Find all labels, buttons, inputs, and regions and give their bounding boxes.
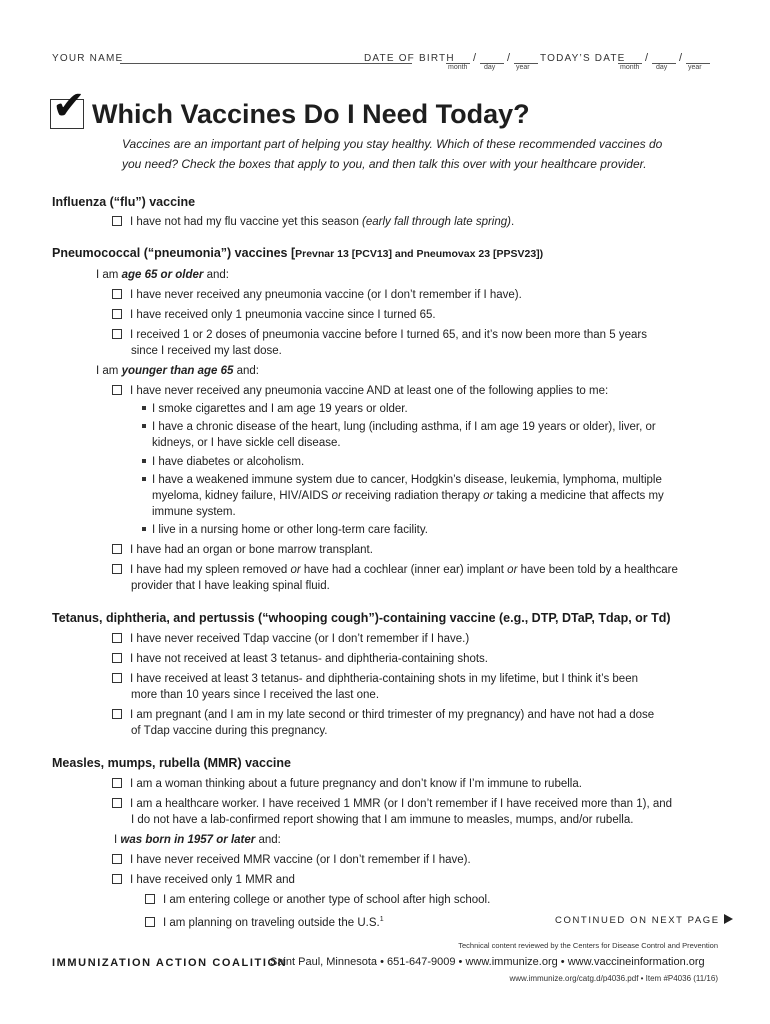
dob-day-label: day: [484, 64, 496, 71]
mmr-item-3[interactable]: I have never received MMR vaccine (or I don’t remember if I have).: [112, 852, 471, 868]
checkbox-icon[interactable]: [145, 894, 155, 904]
pneumo-bullet-4-cont-2: immune system.: [152, 506, 236, 518]
pneumo-younger-item-3-cont: provider that I have leaking spinal fluid.: [131, 580, 330, 592]
pneumo-bullet-4: I have a weakened immune system due to cancer, Hodgkin’s disease, leukemia, lymphoma, multiple: [142, 472, 662, 488]
bullet-icon: [142, 477, 146, 481]
pneumo-younger-label: I am younger than age 65 and:: [96, 365, 259, 377]
checkbox-icon[interactable]: [112, 798, 122, 808]
checkbox-icon[interactable]: [112, 709, 122, 719]
today-day-label: day: [656, 64, 668, 71]
pneumo-older-item-3-cont: since I received my last dose.: [131, 345, 282, 357]
pneumo-younger-item-2[interactable]: I have had an organ or bone marrow transplant.: [112, 542, 373, 558]
pneumo-older-item-3[interactable]: I received 1 or 2 doses of pneumonia vaccine before I turned 65, and it’s now been more than 5 years: [112, 327, 647, 343]
tdap-item-4[interactable]: I am pregnant (and I am in my late second or third trimester of my pregnancy) and have not had a dose: [112, 707, 654, 723]
checkbox-icon[interactable]: [112, 633, 122, 643]
bullet-icon: [142, 406, 146, 410]
dob-month-label: month: [448, 64, 468, 71]
checkbox-icon[interactable]: [112, 778, 122, 788]
flu-item[interactable]: I have not had my flu vaccine yet this season (early fall through late spring).: [112, 214, 514, 230]
checkbox-icon[interactable]: [112, 216, 122, 226]
item-number: www.immunize.org/catg.d/p4036.pdf • Item #P4036 (11/16): [509, 974, 718, 983]
mmr-born-label: I was born in 1957 or later and:: [114, 834, 281, 846]
checkbox-icon[interactable]: [112, 289, 122, 299]
checkbox-icon[interactable]: [112, 854, 122, 864]
flu-heading: Influenza (“flu”) vaccine: [52, 195, 196, 209]
checkbox-icon[interactable]: [112, 874, 122, 884]
mmr-item-2-cont: I do not have a lab-confirmed report showing that I am immune to measles, mumps, and/or rubella.: [131, 814, 634, 826]
bullet-icon: [142, 424, 146, 428]
mmr-item-4[interactable]: I have received only 1 MMR and: [112, 872, 295, 888]
checkbox-icon[interactable]: [112, 653, 122, 663]
bullet-icon: [142, 459, 146, 463]
mmr-heading: Measles, mumps, rubella (MMR) vaccine: [52, 756, 291, 770]
org-address: Saint Paul, Minnesota • 651-647-9009 • www.immunize.org • www.vaccineinformation.org: [270, 956, 705, 968]
date-of-birth-label: DATE OF BIRTH: [364, 53, 455, 64]
checkbox-icon[interactable]: [112, 544, 122, 554]
pneumo-bullet-5: I live in a nursing home or other long-term care facility.: [142, 522, 428, 538]
pneumo-heading: Pneumococcal (“pneumonia”) vaccines [Prevnar 13 [PCV13] and Pneumovax 23 [PPSV23]): [52, 246, 544, 260]
tdap-item-3[interactable]: I have received at least 3 tetanus- and diphtheria-containing shots in my lifetime, but I think it’s been: [112, 671, 638, 687]
page-title: Which Vaccines Do I Need Today?: [92, 98, 530, 129]
mmr-item-6[interactable]: I am planning on traveling outside the U.S.$^1$: [145, 912, 384, 931]
pneumo-bullet-3: I have diabetes or alcoholism.: [142, 454, 304, 470]
tdap-item-1[interactable]: I have never received Tdap vaccine (or I don’t remember if I have.): [112, 631, 469, 647]
todays-date-label: TODAY’S DATE: [540, 53, 626, 64]
pneumo-older-label: I am age 65 or older and:: [96, 269, 229, 281]
pneumo-bullet-2: I have a chronic disease of the heart, lung (including asthma, if I am age 19 years or older), liver, or: [142, 419, 656, 435]
title-row: [50, 83, 530, 134]
arrow-right-icon: [724, 914, 733, 924]
tdap-item-2[interactable]: I have not received at least 3 tetanus- and diphtheria-containing shots.: [112, 651, 488, 667]
mmr-item-5[interactable]: I am entering college or another type of school after high school.: [145, 892, 490, 908]
continued-note: CONTINUED ON NEXT PAGE: [555, 914, 733, 926]
header-fields: YOUR NAME DATE OF BIRTH / / month day year TODAY’S DATE / / month day year: [52, 53, 712, 75]
pneumo-bullet-4-cont: myeloma, kidney failure, HIV/AIDS or receiving radiation therapy or taking a medicine that affects my: [152, 490, 664, 502]
org-name: IMMUNIZATION ACTION COALITION: [52, 957, 288, 969]
tdap-heading: Tetanus, diphtheria, and pertussis (“whooping cough”)-containing vaccine (e.g., DTP, DTaP, Tdap, or Td): [52, 611, 671, 625]
review-note: Technical content reviewed by the Centers for Disease Control and Prevention: [458, 941, 718, 950]
dob-year-label: year: [516, 64, 530, 71]
pneumo-younger-item-1[interactable]: I have never received any pneumonia vaccine AND at least one of the following applies to me:: [112, 383, 608, 399]
tdap-item-3-cont: more than 10 years since I received the last one.: [131, 689, 380, 701]
checkmark-icon: ✔: [52, 83, 86, 129]
pneumo-older-item-1[interactable]: I have never received any pneumonia vaccine (or I don’t remember if I have).: [112, 287, 522, 303]
your-name-label: YOUR NAME: [52, 53, 124, 64]
intro-text: Vaccines are an important part of helping you stay healthy. Which of these recommended vaccines do you need? Check the boxes that apply to you, and then talk this over with your healthcare provider.: [122, 137, 663, 171]
checkbox-icon[interactable]: [112, 309, 122, 319]
checkbox-icon[interactable]: [112, 385, 122, 395]
pneumo-younger-item-3[interactable]: I have had my spleen removed or have had a cochlear (inner ear) implant or have been told by a healthcare: [112, 562, 678, 578]
pneumo-bullet-2-cont: kidneys, or I have sickle cell disease.: [152, 437, 341, 449]
pneumo-bullet-1: I smoke cigarettes and I am age 19 years or older.: [142, 401, 408, 417]
checkbox-icon[interactable]: [112, 329, 122, 339]
checkbox-icon[interactable]: [112, 564, 122, 574]
mmr-item-1[interactable]: I am a woman thinking about a future pregnancy and don’t know if I’m immune to rubella.: [112, 776, 582, 792]
mmr-item-2[interactable]: I am a healthcare worker. I have received 1 MMR (or I don’t remember if I have received more than 1), and: [112, 796, 672, 812]
tdap-item-4-cont: of Tdap vaccine during this pregnancy.: [131, 725, 328, 737]
checkbox-icon[interactable]: [145, 917, 155, 927]
today-month-label: month: [620, 64, 640, 71]
today-year-label: year: [688, 64, 702, 71]
checkbox-icon[interactable]: [112, 673, 122, 683]
pneumo-older-item-2[interactable]: I have received only 1 pneumonia vaccine since I turned 65.: [112, 307, 436, 323]
bullet-icon: [142, 527, 146, 531]
